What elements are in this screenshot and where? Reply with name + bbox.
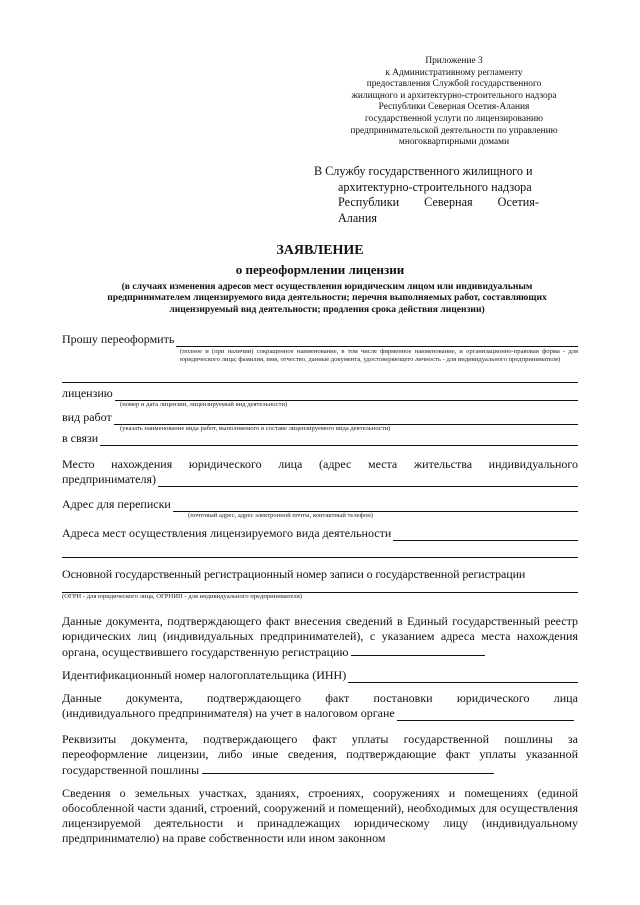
fee-input-line[interactable] [202,762,494,774]
egrul-input-line[interactable] [351,644,485,656]
document-subtitle: о переоформлении лицензии [235,262,405,277]
mail-input-line[interactable] [173,499,578,512]
location-word: (адрес [319,457,352,471]
tax-line-1 [62,691,578,706]
activity-input-line-2[interactable] [62,544,578,558]
mail-label: Адрес для переписки [62,497,171,511]
egrul-label: Данные документа, подтверждающего факт внесения сведений в Единый государственный реестр юридических лиц (индивидуальных предпринимателей), с указанием адреса места нахождения органа, осуществившего государственную регистрацию [62,614,578,659]
tax-word: постановки [373,691,433,705]
tax-word: лица [553,691,578,705]
land-field [62,786,578,846]
works-label: вид работ [62,410,112,424]
appendix-header [322,56,586,149]
location-word: места [368,457,398,471]
inn-input-line[interactable] [348,670,578,683]
request-label: Прошу переоформить [62,332,175,346]
ogrn-input-line[interactable] [62,582,578,593]
inn-label: Идентификационный номер налогоплательщика (ИНН) [62,668,347,682]
activity-address-field [62,526,578,558]
location-word: юридического [188,457,262,471]
license-field [62,386,578,409]
tax-word: Данные [62,691,102,705]
location-field [62,457,578,487]
tax-word: факт [325,691,350,705]
request-hint: (полное и (при наличии) сокращенное наименование, в том числе фирменное наименование, и организационно-правовая форма - для юридического лица; фамилия, имя, отчество, данные документа, удостоверяющего личность - для индивидуального предпринимателя) [180,348,578,363]
location-word: нахождения [111,457,173,471]
license-input-line[interactable] [115,388,578,401]
location-word: индивидуального [488,457,578,471]
location-input-line[interactable] [158,474,578,487]
license-label: лицензию [62,386,113,400]
addressee-line: Республики Северная Осетия-Алания [338,195,539,225]
location-word: лица [278,457,303,471]
location-word: Место [62,457,95,471]
addressee-block [314,164,576,226]
request-input-line[interactable] [176,334,578,347]
tax-label-end: (индивидуального предпринимателя) на учет в налоговом органе [62,706,395,720]
appendix-line: к Административному регламенту [385,67,523,78]
document-title: ЗАЯВЛЕНИЕ [276,243,364,258]
activity-input-line[interactable] [393,528,578,541]
addressee-line: архитектурно-строительного надзора [338,179,532,194]
reason-field [62,431,578,446]
works-field [62,410,578,433]
inn-field [62,668,578,683]
appendix-line: Республики Северная Осетия-Алания [378,102,530,113]
works-hint: (указать наименование вида работ, выполняемого в составе лицензируемого вида деятельности) [120,425,391,432]
land-label: Сведения о земельных участках, зданиях, строениях, сооружениях и помещениях (единой обособленной части зданий, строений, сооружений и помещений), необходимых для осуществления лицензируемой деятельности и принадлежащих юридическому лицу (индивидуальному предпринимателю) на праве собственности или ином законном [62,786,578,845]
appendix-line: предпринимательской деятельности по управлению [350,125,558,136]
reason-input-line[interactable] [100,433,578,446]
reason-label: в связи [62,431,99,445]
tax-word: юридического [456,691,530,705]
activity-label: Адреса мест осуществления лицензируемого вида деятельности [62,526,392,540]
location-label-end: предпринимателя) [62,472,156,486]
location-line-1 [62,457,578,472]
request-input-line-2[interactable] [62,369,578,383]
license-hint: (номер и дата лицензии, лицензируемый вид деятельности) [120,401,288,408]
appendix-line: государственной услуги по лицензированию [364,113,544,124]
appendix-line: предоставления Службой государственного [366,79,542,90]
location-word: жительства [413,457,473,471]
request-field [62,332,578,383]
tax-registration-field [62,691,578,721]
egrul-field [62,614,578,660]
tax-word: подтверждающего [206,691,302,705]
addressee-line: В Службу государственного жилищного и [314,164,533,178]
fee-label: Реквизиты документа, подтверждающего факт уплаты государственной пошлины за переоформление лицензии, либо иные сведения, подтверждающие факт уплаты указанной государственной пошлины [62,732,578,777]
fee-field [62,732,578,778]
appendix-line: многоквартирными домами [398,137,510,148]
ogrn-field [62,567,578,601]
appendix-line: Приложение 3 [425,56,483,66]
appendix-line: жилищного и архитектурно-строительного надзора [351,90,557,101]
mail-hint: (почтовый адрес, адрес электронной почты, контактный телефон) [188,512,373,519]
ogrn-hint: (ОГРН - для юридического лица, ОГРНИП - для индивидуального предпринимателя) [62,593,302,600]
works-input-line[interactable] [114,412,578,425]
ogrn-label: Основной государственный регистрационный номер записи о государственной регистрации [62,567,526,581]
document-scope-note: (в случаях изменения адресов мест осуществления юридическим лицом или индивидуальным предпринимателем лицензируемого вида деятельности; перечня выполняемых работ, составляющих лицензируемый вид деятельности; продления срока действия лицензии) [107,281,547,315]
tax-input-line[interactable] [397,708,574,721]
mail-field [62,497,578,520]
tax-word: документа, [125,691,183,705]
